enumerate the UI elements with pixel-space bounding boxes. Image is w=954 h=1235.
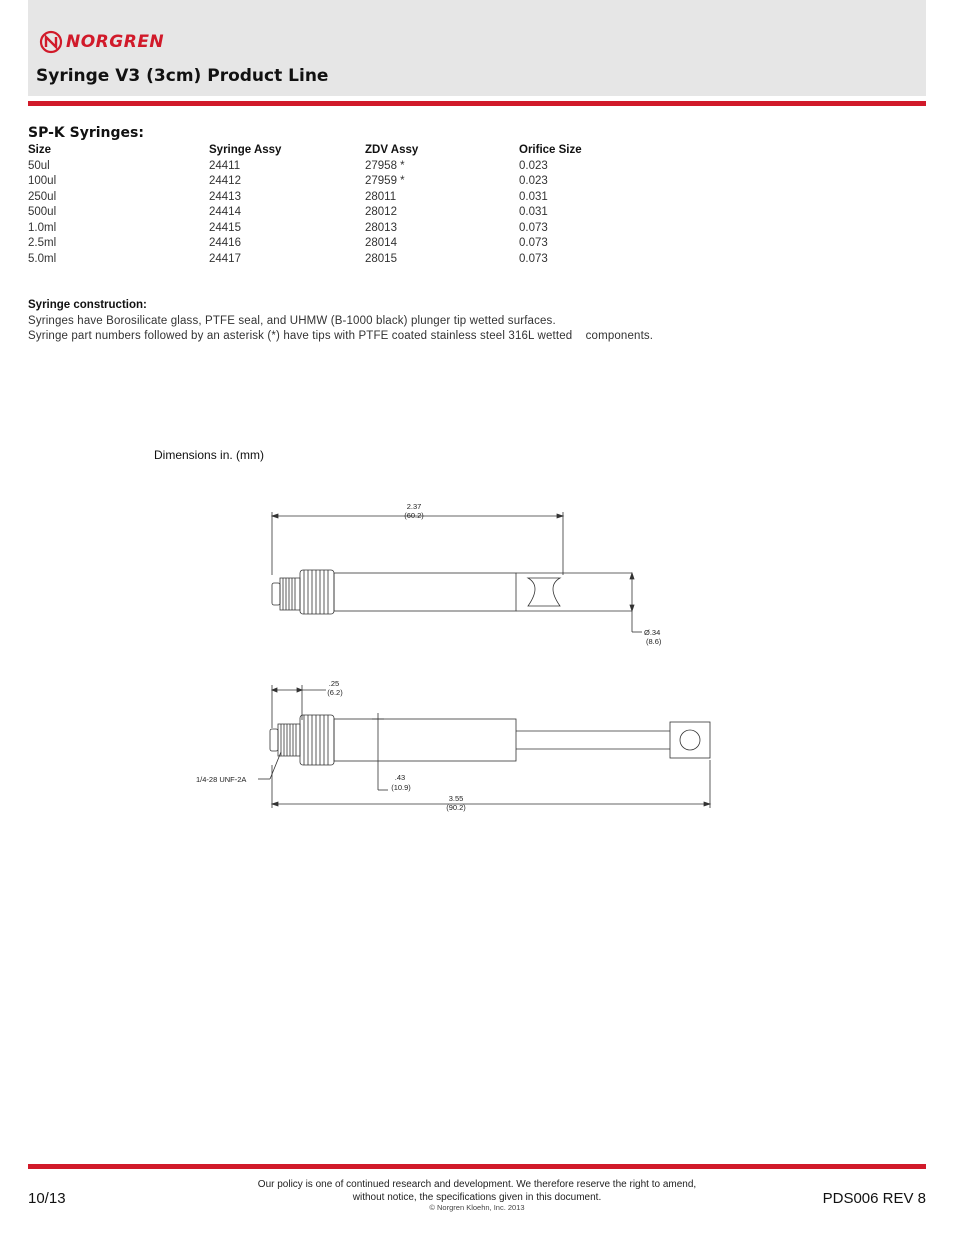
cell-size: 5.0ml [28, 252, 57, 265]
cell-syringe-assy: 24415 [209, 221, 241, 234]
cell-zdv-assy: 28013 [365, 221, 397, 234]
cell-size: 250ul [28, 190, 57, 203]
dim-diameter-label: Ø.34 [644, 628, 661, 637]
section-title: SP-K Syringes: [28, 125, 144, 141]
cell-syringe-assy: 24414 [209, 206, 241, 218]
cell-syringe-assy: 24417 [209, 252, 241, 265]
cell-syringe-assy: 24411 [209, 159, 241, 172]
column-header: Size [28, 144, 52, 156]
brand-name: NORGREN [66, 32, 165, 52]
dimensions-label: Dimensions in. (mm) [154, 448, 265, 462]
cell-zdv-assy: 27958 * [365, 159, 405, 172]
dim-diameter-mm-label: (8.6) [646, 637, 662, 646]
policy-line: without notice, the specifications given in this document. [352, 1192, 602, 1203]
syringe-extended-view [196, 679, 710, 812]
thread-spec-label: 1/4-28 UNF-2A [196, 775, 247, 784]
dim-total-mm-label: (90.2) [446, 803, 466, 812]
cell-orifice: 0.073 [519, 252, 548, 265]
cell-size: 2.5ml [28, 237, 57, 249]
bottom-rule [28, 1164, 926, 1169]
cell-size: 1.0ml [28, 221, 57, 234]
cell-size: 100ul [28, 175, 57, 187]
cell-zdv-assy: 28015 [365, 252, 397, 265]
column-header: Orifice Size [519, 144, 582, 156]
cell-orifice: 0.031 [519, 206, 548, 218]
column-header: ZDV Assy [365, 144, 419, 156]
cell-zdv-assy: 28011 [365, 190, 397, 203]
cell-orifice: 0.023 [519, 159, 548, 172]
dim-cap-label: .43 [394, 773, 406, 782]
copyright: © Norgren Kloehn, Inc. 2013 [429, 1203, 525, 1212]
cell-syringe-assy: 24416 [209, 237, 241, 249]
cell-syringe-assy: 24413 [209, 190, 241, 203]
construction-text-line: Syringes have Borosilicate glass, PTFE seal, and UHMW (B-1000 black) plunger tip wetted surfaces. [28, 315, 556, 327]
cell-syringe-assy: 24412 [209, 175, 241, 187]
cell-zdv-assy: 27959 * [365, 175, 405, 187]
cell-size: 500ul [28, 206, 57, 218]
page-number: 10/13 [28, 1190, 66, 1207]
cell-orifice: 0.073 [519, 237, 548, 249]
dim-length-mm-label: (60.2) [404, 511, 424, 520]
cell-orifice: 0.073 [519, 221, 548, 234]
cell-orifice: 0.031 [519, 190, 548, 203]
dim-total-label: 3.55 [448, 794, 464, 803]
cell-zdv-assy: 28012 [365, 206, 397, 218]
cell-zdv-assy: 28014 [365, 237, 397, 249]
cell-size: 50ul [28, 159, 50, 172]
document-id: PDS006 REV 8 [822, 1190, 926, 1207]
column-header: Syringe Assy [209, 144, 282, 156]
page-title: Syringe V3 (3cm) Product Line [36, 66, 329, 86]
syringe-side-view [272, 502, 662, 646]
dim-thread-length-mm-label: (6.2) [327, 688, 343, 697]
dim-length-label: 2.37 [406, 502, 422, 511]
dim-cap-mm-label: (10.9) [391, 783, 411, 792]
policy-line: Our policy is one of continued research and development. We therefore reserve the right to amend, [257, 1179, 697, 1190]
policy-notice [0, 1178, 954, 1204]
cell-orifice: 0.023 [519, 175, 548, 187]
construction-text-line: Syringe part numbers followed by an asterisk (*) have tips with PTFE coated stainless steel 316L wetted components. [28, 330, 654, 342]
dim-thread-length-label: .25 [328, 679, 340, 688]
construction-title: Syringe construction: [28, 299, 147, 311]
